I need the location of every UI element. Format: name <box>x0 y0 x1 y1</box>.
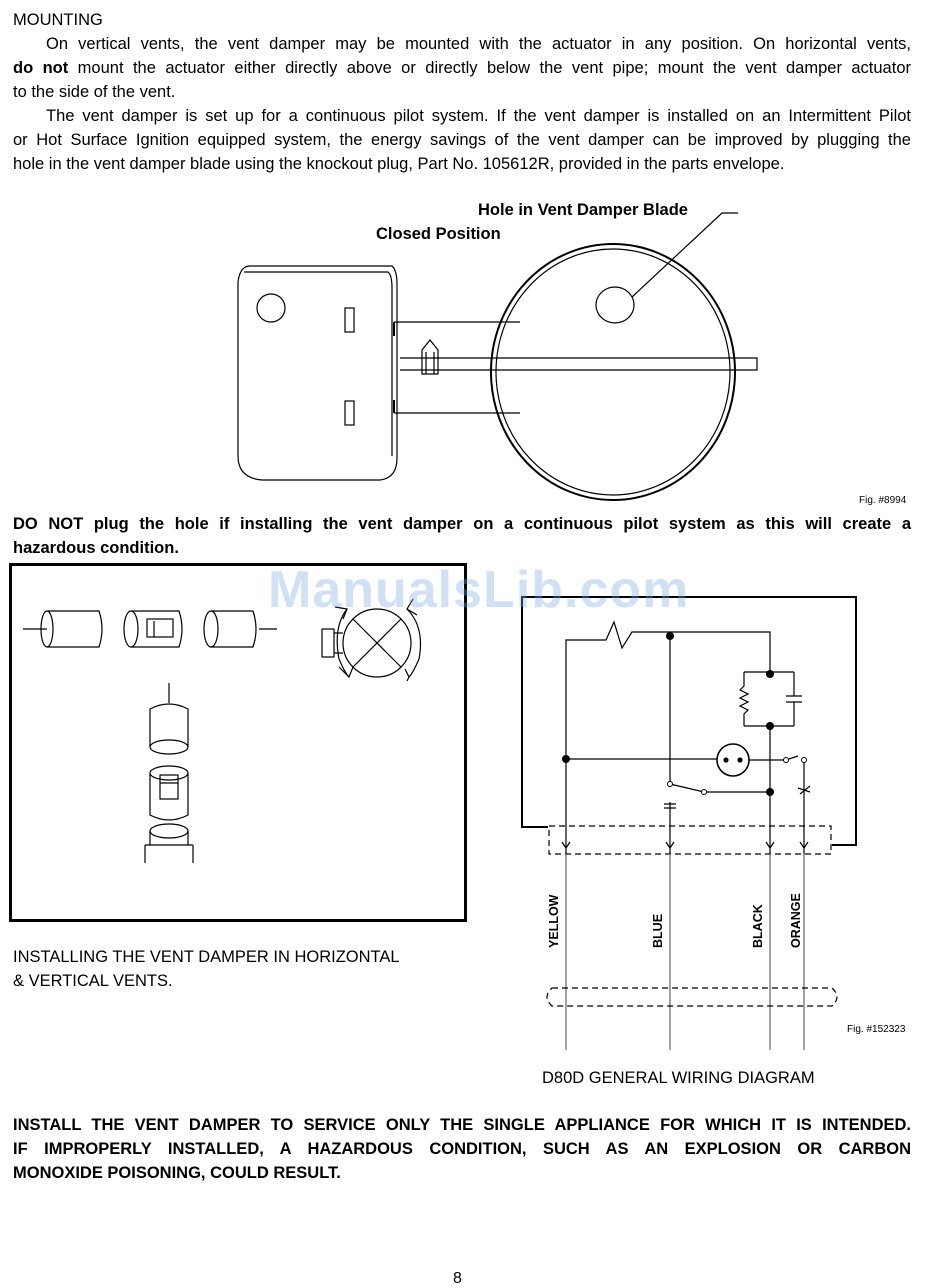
paragraph-1-line-1: On vertical vents, the vent damper may be mounted with the actuator in any position. On horizontal vents, <box>46 35 911 53</box>
wiring-figure-number: Fig. #152323 <box>847 1024 906 1035</box>
wire-label-black: BLACK <box>751 904 765 948</box>
installation-caption-line-2: & VERTICAL VENTS. <box>13 972 173 990</box>
warning-1-line-2: hazardous condition. <box>13 539 179 557</box>
warning-2-line-2: IF IMPROPERLY INSTALLED, A HAZARDOUS CONDITION, SUCH AS AN EXPLOSION OR CARBON <box>13 1140 911 1158</box>
emphasis-do-not: do not <box>13 59 69 77</box>
page-number: 8 <box>453 1270 462 1287</box>
vent-damper-closed-figure <box>0 0 950 520</box>
warning-1-line-1: DO NOT plug the hole if installing the vent damper on a continuous pilot system as this will create a <box>13 515 911 533</box>
label-closed-position: Closed Position <box>376 225 501 243</box>
installation-caption-line-1: INSTALLING THE VENT DAMPER IN HORIZONTAL <box>13 948 400 966</box>
warning-2-line-1: INSTALL THE VENT DAMPER TO SERVICE ONLY THE SINGLE APPLIANCE FOR WHICH IT IS INTENDED. <box>13 1116 911 1134</box>
paragraph-2-line-3: hole in the vent damper blade using the knockout plug, Part No. 105612R, provided in the parts envelope. <box>13 155 785 173</box>
label-hole-in-blade: Hole in Vent Damper Blade <box>478 201 688 219</box>
wiring-diagram <box>510 592 870 1052</box>
figure-1-number: Fig. #8994 <box>859 495 907 506</box>
paragraph-1-line-3: to the side of the vent. <box>13 83 176 101</box>
wiring-diagram-title: D80D GENERAL WIRING DIAGRAM <box>542 1069 815 1087</box>
wire-label-yellow: YELLOW <box>547 894 561 948</box>
warning-2-line-3: MONOXIDE POISONING, COULD RESULT. <box>13 1164 341 1182</box>
paragraph-2-line-1: The vent damper is set up for a continuous pilot system. If the vent damper is installed on an Intermittent Pilot <box>46 107 911 125</box>
paragraph-1-line-2-rest: mount the actuator either directly above or directly below the vent pipe; mount the vent damper actuator <box>68 59 911 77</box>
wire-label-orange: ORANGE <box>789 893 803 948</box>
watermark: ManualsLib.com <box>268 561 690 619</box>
paragraph-2-line-2: or Hot Surface Ignition equipped system, the energy savings of the vent damper can be improved by plugging the <box>13 131 911 149</box>
wire-label-blue: BLUE <box>651 913 665 948</box>
section-heading: MOUNTING <box>13 11 103 29</box>
